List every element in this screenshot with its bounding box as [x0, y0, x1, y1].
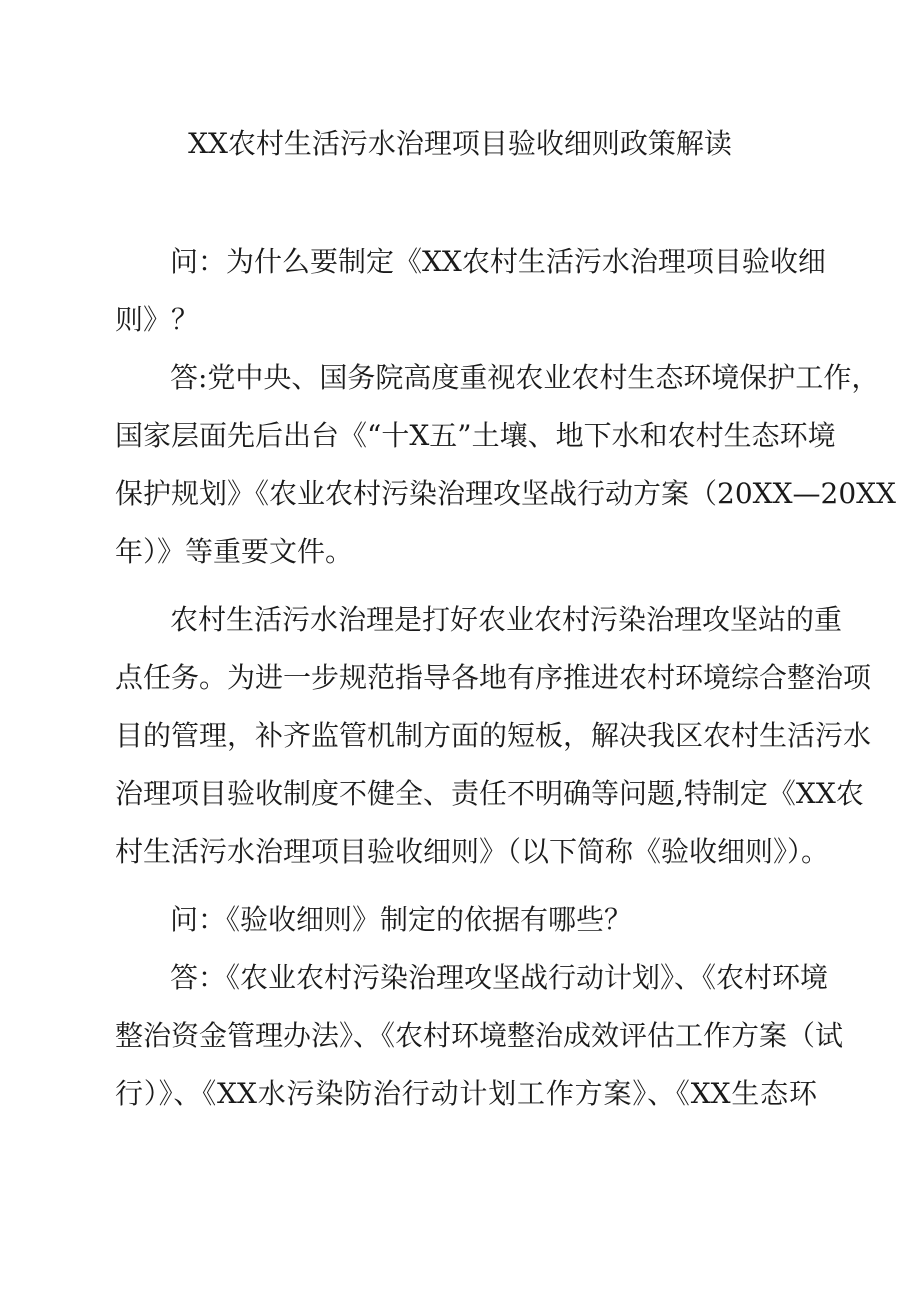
document-title: XX农村生活污水治理项目验收细则政策解读 — [188, 127, 732, 160]
question-1-line-1: 问：为什么要制定《XX农村生活污水治理项目验收细 — [170, 245, 826, 278]
answer-1-line-3: 保护规划》《农业农村污染治理攻坚战行动方案（20XX—20XX — [115, 477, 896, 510]
answer-2-line-3: 行）》、《XX水污染防治行动计划工作方案》、《XX生态环 — [115, 1077, 817, 1110]
answer-2-line-1: 答：《农业农村污染治理攻坚战行动计划》、《农村环境 — [170, 961, 829, 994]
paragraph-2-line-4: 治理项目验收制度不健全、责任不明确等问题,特制定《XX农 — [115, 777, 864, 810]
answer-2-line-2: 整治资金管理办法》、《农村环境整治成效评估工作方案（试 — [115, 1019, 844, 1052]
answer-1-line-1: 答:党中央、国务院高度重视农业农村生态环境保护工作， — [170, 361, 880, 394]
question-1-line-2: 则》？ — [115, 303, 200, 336]
answer-1-line-4: 年）》等重要文件。 — [115, 535, 354, 568]
answer-1-line-2: 国家层面先后出台《“十X五”土壤、地下水和农村生态环境 — [115, 419, 836, 452]
paragraph-2-line-3: 目的管理，补齐监管机制方面的短板，解决我区农村生活污水 — [115, 719, 872, 752]
paragraph-2-line-1: 农村生活污水治理是打好农业农村污染治理攻坚站的重 — [170, 603, 843, 636]
question-2-line-1: 问：《验收细则》制定的依据有哪些？ — [170, 903, 633, 936]
paragraph-2-line-5: 村生活污水治理项目验收细则》（以下简称《验收细则》）。 — [115, 835, 830, 868]
paragraph-2-line-2: 点任务。为进一步规范指导各地有序推进农村环境综合整治项 — [115, 661, 872, 694]
